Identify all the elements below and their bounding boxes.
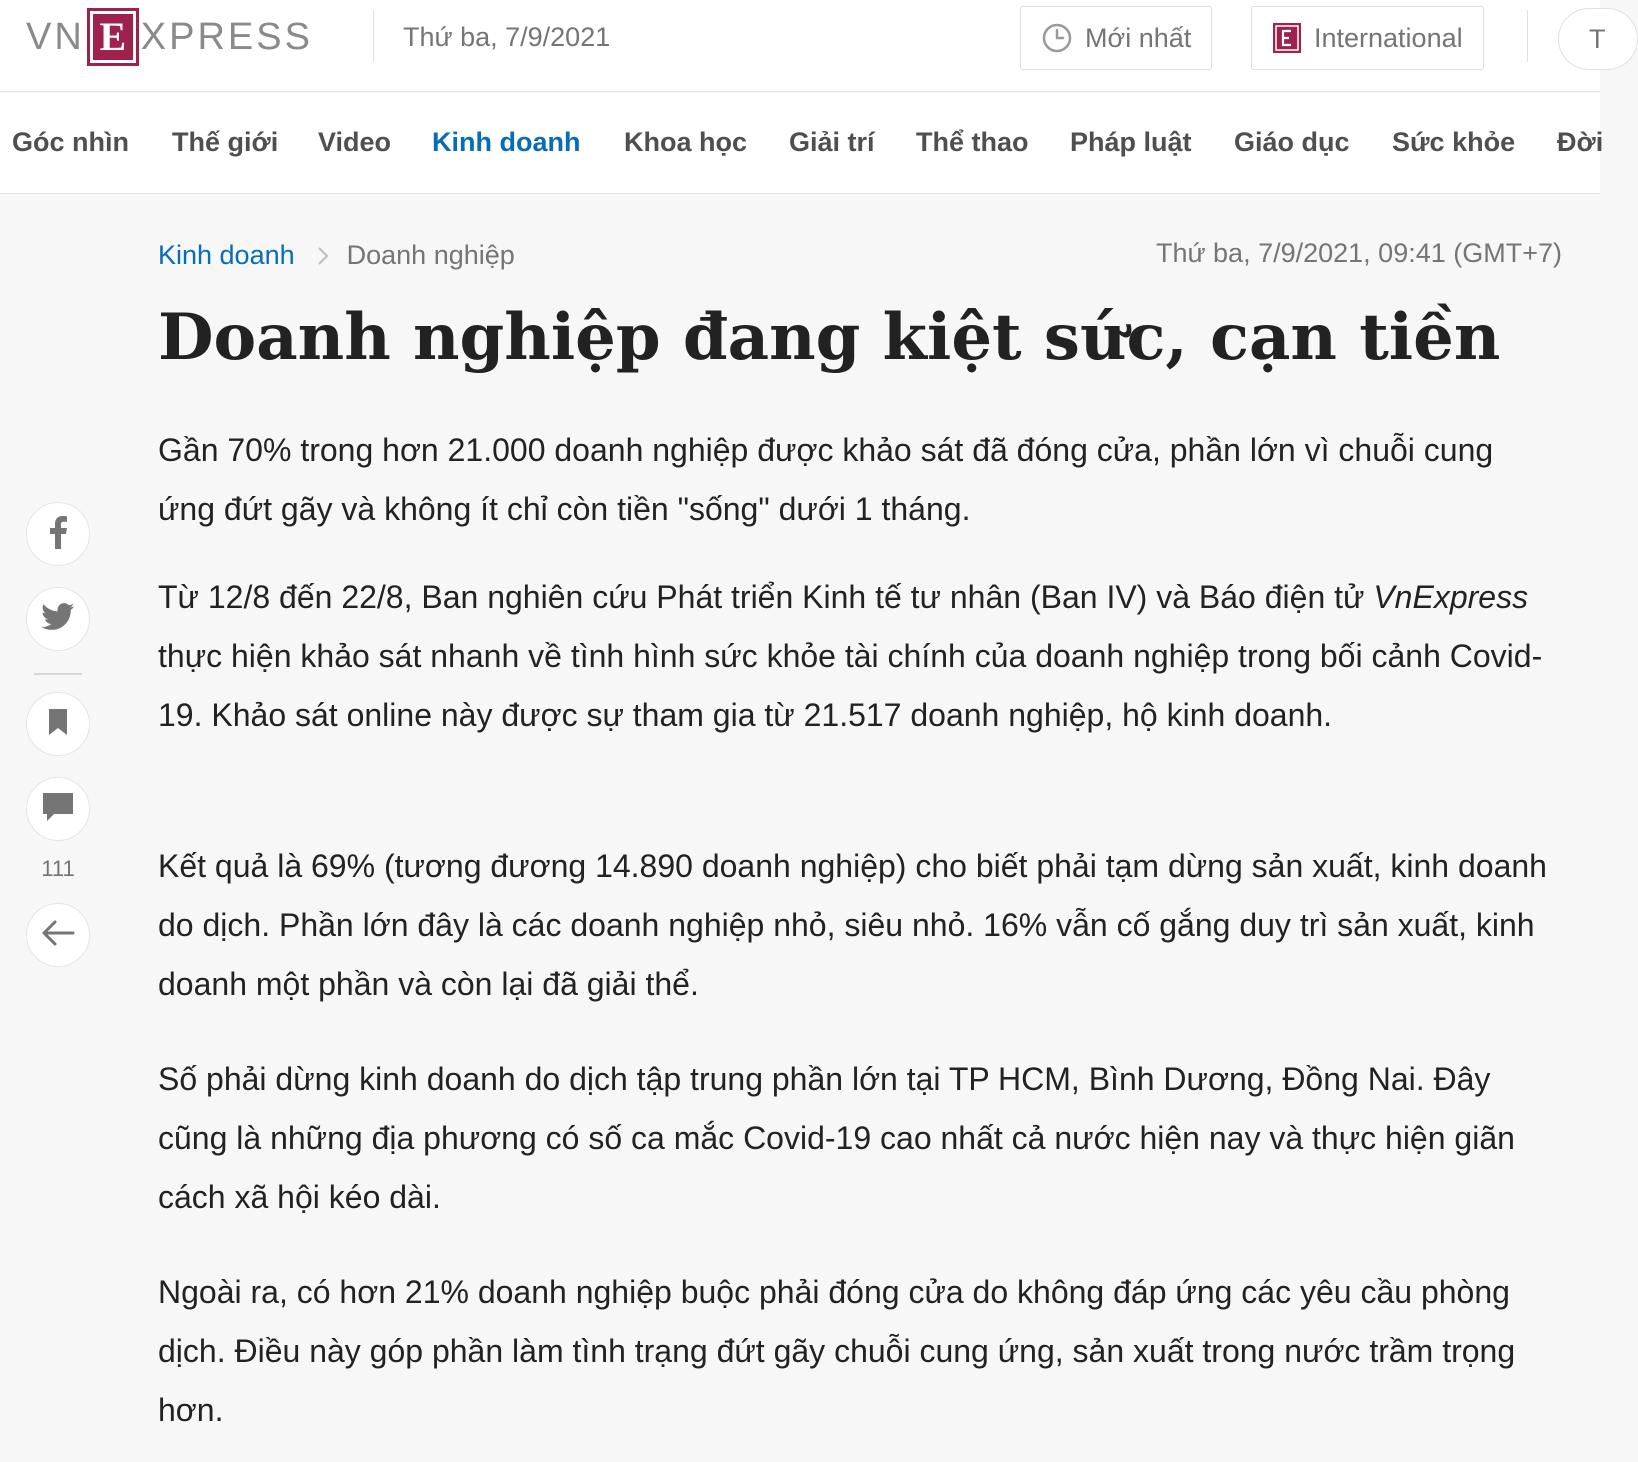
nav-item-the-gioi[interactable]: Thế giới (172, 127, 279, 157)
share-twitter-button[interactable] (26, 587, 90, 651)
article-paragraph-1 (158, 568, 1548, 745)
nav-item-giai-tri[interactable]: Giải trí (789, 127, 875, 157)
share-facebook-button[interactable] (26, 502, 90, 566)
article-lead: Gần 70% trong hơn 21.000 doanh nghiệp được khảo sát đã đóng cửa, phần lớn vì chuỗi cung ứng đứt gãy và không ít chỉ còn tiền "sống" dưới 1 tháng. (158, 432, 1494, 527)
paragraph-1-text-b: thực hiện khảo sát nhanh về tình hình sức khỏe tài chính của doanh nghiệp trong bối cảnh Covid-19. Khảo sát online này được sự tham gia từ 21.517 doanh nghiệp, hộ kinh doanh. (158, 638, 1543, 733)
article-datetime: Thứ ba, 7/9/2021, 09:41 (GMT+7) (1155, 238, 1562, 268)
top-header (0, 0, 1606, 92)
article-paragraph-3: Số phải dừng kinh doanh do dịch tập trung phần lớn tại TP HCM, Bình Dương, Đồng Nai. Đây cũng là những địa phương có số ca mắc Covid-19 cao nhất cả nước hiện nay và thực hiện giãn cách xã hội kéo dài. (158, 1061, 1515, 1215)
main-nav (0, 93, 1604, 194)
comments-button[interactable] (26, 777, 90, 841)
nav-item-suc-khoe[interactable]: Sức khỏe (1392, 127, 1516, 157)
nav-item-video[interactable]: Video (318, 127, 392, 157)
nav-item-phap-luat[interactable]: Pháp luật (1070, 127, 1192, 157)
social-divider (34, 673, 82, 675)
nav-item-giao-duc[interactable]: Giáo dục (1234, 127, 1350, 157)
truncated-button-label: T (1589, 23, 1606, 54)
bookmark-icon (48, 708, 68, 741)
facebook-icon (47, 515, 69, 554)
logo-box (87, 8, 139, 66)
header-divider-right (1527, 10, 1528, 62)
article-paragraph-4: Ngoài ra, có hơn 21% doanh nghiệp buộc phải đóng cửa do không đáp ứng các yêu cầu phòng dịch. Điều này góp phần làm tình trạng đứt gãy chuỗi cung ứng, sản xuất trong nước trầm trọng hơn. (158, 1274, 1516, 1428)
nav-item-khoa-hoc[interactable]: Khoa học (624, 127, 748, 157)
nav-item-kinh-doanh[interactable]: Kinh doanh (432, 127, 581, 157)
back-arrow-icon (41, 920, 75, 951)
latest-news-button[interactable] (1020, 6, 1212, 70)
nav-item-doi-song[interactable]: Đời (1557, 127, 1604, 157)
vnexpress-italic: VnExpress (1373, 579, 1529, 615)
international-button[interactable] (1251, 6, 1484, 70)
nav-item-the-thao[interactable]: Thể thao (916, 127, 1029, 157)
article-paragraph-2: Kết quả là 69% (tương đương 14.890 doanh nghiệp) cho biết phải tạm dừng sản xuất, kinh doanh do dịch. Phần lớn đây là các doanh nghiệp nhỏ, siêu nhỏ. 16% vẫn cố gắng duy trì sản xuất, kinh doanh một phần và còn lại đã giải thể. (158, 848, 1547, 1002)
latest-news-label: Mới nhất (1085, 22, 1192, 53)
nav-item-goc-nhin[interactable]: Góc nhìn (12, 127, 129, 157)
paragraph-1-text-a: Từ 12/8 đến 22/8, Ban nghiên cứu Phát triển Kinh tế tư nhân (Ban IV) và Báo điện tử (158, 579, 1374, 615)
logo-text-left: VN (26, 15, 85, 58)
logo-text-right: XPRESS (140, 15, 313, 58)
article-title: Doanh nghiệp đang kiệt sức, cạn tiền (158, 300, 1501, 375)
chevron-right-icon (317, 246, 329, 266)
save-bookmark-button[interactable] (26, 692, 90, 756)
back-button[interactable] (26, 903, 90, 967)
twitter-icon (41, 603, 75, 636)
clock-icon (1041, 22, 1073, 54)
breadcrumb (158, 240, 515, 271)
header-divider (373, 10, 374, 62)
truncated-header-button[interactable] (1558, 8, 1638, 70)
breadcrumb-section-link[interactable]: Kinh doanh (158, 240, 295, 270)
comment-icon (42, 792, 74, 827)
breadcrumb-subsection-link[interactable]: Doanh nghiệp (346, 240, 515, 270)
comment-count: 111 (41, 856, 75, 881)
international-label: International (1314, 22, 1463, 53)
logo-box-letter: E (99, 14, 127, 59)
vnexpress-logo[interactable] (26, 8, 313, 66)
international-e-icon (1272, 22, 1302, 54)
header-date: Thứ ba, 7/9/2021 (403, 22, 611, 52)
